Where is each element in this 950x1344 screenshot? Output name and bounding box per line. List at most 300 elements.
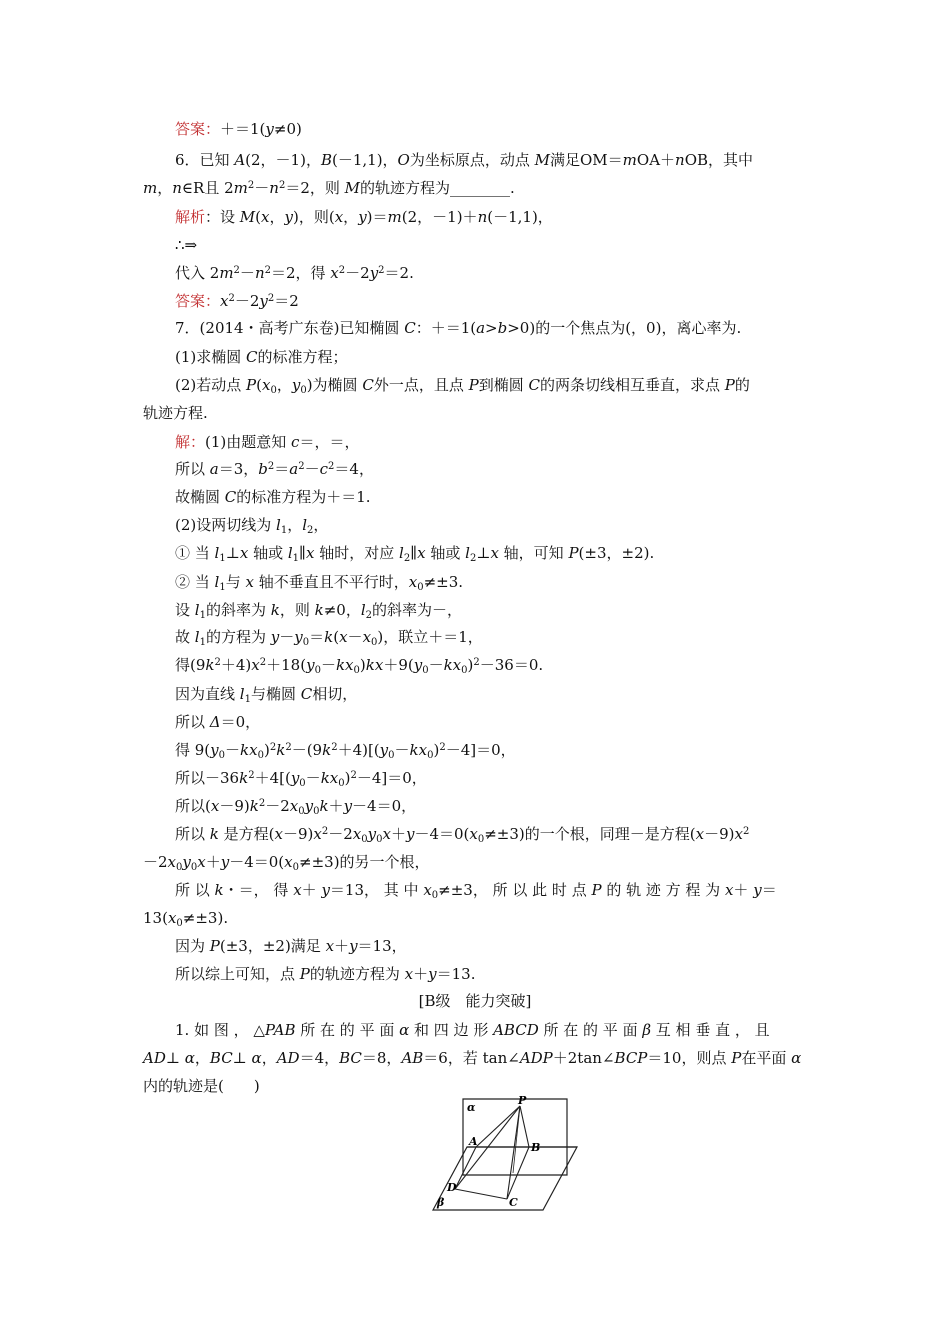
text-segment: )，联立＋＝1，: [377, 628, 483, 646]
text-segment: ≠±3)的另一个根，: [299, 853, 430, 871]
text-segment: α: [184, 1049, 195, 1067]
text-segment: 轴不垂直且不平行时，: [253, 573, 409, 591]
text-line-l03: [143, 178, 515, 198]
text-segment: ＝: [309, 628, 325, 646]
text-segment: 轴或: [248, 544, 288, 562]
text-segment: 是方程(: [218, 825, 275, 843]
text-segment: l: [287, 544, 293, 562]
text-line-l22: [175, 712, 260, 732]
text-segment: x: [724, 881, 734, 899]
text-segment: 0: [477, 834, 485, 845]
text-segment: α: [399, 1021, 410, 1039]
text-segment: 0: [292, 862, 300, 873]
text-line-l18: [175, 600, 462, 620]
text-segment: P: [591, 881, 602, 899]
text-segment: ＋9(: [383, 656, 414, 674]
text-segment: ): [344, 769, 351, 787]
text-segment: y: [270, 628, 280, 646]
text-segment: 外一点，且点: [373, 376, 469, 394]
text-segment: ，: [287, 516, 303, 534]
label-heading: 解：: [175, 433, 206, 451]
text-segment: x: [289, 797, 299, 815]
text-segment: ① 当: [175, 544, 215, 562]
text-segment: x: [245, 573, 254, 591]
text-segment: 0: [371, 637, 378, 648]
text-segment: ≠0，: [323, 601, 361, 619]
text-segment: x: [210, 797, 220, 815]
label-heading: 解析: [175, 208, 206, 226]
text-segment: 为坐标原点，动点: [409, 151, 535, 169]
text-segment: x: [490, 544, 499, 562]
text-segment: ＝4，: [299, 1049, 340, 1067]
text-segment: ＝6，若 tan∠: [423, 1049, 520, 1067]
text-segment: 0: [422, 665, 429, 676]
text-segment: －2: [345, 264, 370, 282]
text-segment: ＝2，得: [270, 264, 331, 282]
text-segment: l: [302, 516, 308, 534]
text-segment: M: [534, 151, 550, 169]
text-segment: 0: [298, 806, 305, 817]
text-line-l13: [175, 459, 374, 479]
text-segment: )为椭圆: [306, 376, 363, 394]
text-line-l30: [175, 936, 407, 956]
text-segment: (1)求椭圆: [175, 348, 247, 366]
text-segment: －: [394, 741, 410, 759]
text-segment: 2: [248, 770, 255, 781]
text-segment: k: [276, 741, 286, 759]
text-segment: ＝，＝，: [299, 433, 360, 451]
text-segment: 2: [439, 742, 446, 753]
text-segment: y: [259, 292, 268, 310]
text-segment: ≠±3).: [182, 909, 229, 927]
text-segment: m: [622, 151, 637, 169]
text-segment: 0: [353, 665, 360, 676]
text-segment: 轨迹方程.: [143, 404, 208, 422]
text-segment: 2: [267, 461, 275, 472]
text-segment: 0: [338, 778, 345, 789]
text-segment: 到椭圆: [478, 376, 529, 394]
text-line-l07: [175, 291, 299, 311]
text-segment: P: [568, 544, 579, 562]
text-segment: C: [362, 376, 374, 394]
text-segment: OB，其中: [684, 151, 754, 169]
text-line-l33: [175, 1020, 770, 1040]
text-line-l10: [175, 375, 750, 395]
text-segment: 2: [298, 461, 305, 472]
text-segment: ⊥: [476, 544, 491, 562]
text-segment: C: [300, 685, 313, 703]
text-segment: x: [261, 376, 271, 394]
text-segment: (2，－1)＋: [401, 208, 478, 226]
text-segment: )＝: [366, 208, 388, 226]
text-segment: 故椭圆: [175, 488, 225, 506]
text-segment: 0: [257, 750, 264, 761]
text-segment: y: [349, 937, 358, 955]
text-segment: l: [465, 544, 470, 562]
text-segment: 所以综上可知，点: [175, 965, 300, 983]
text-segment: 轴，可知: [498, 544, 569, 562]
text-segment: 的斜率为: [205, 601, 271, 619]
text-segment: 6．已知: [175, 151, 235, 169]
edge-ad: [455, 1147, 476, 1189]
text-segment: －: [320, 656, 336, 674]
text-segment: x: [197, 853, 206, 871]
text-segment: ，: [343, 208, 359, 226]
text-segment: 的斜率为－，: [372, 601, 463, 619]
text-line-l28: [175, 880, 777, 900]
text-segment: x: [313, 825, 322, 843]
label-beta: β: [437, 1196, 445, 1209]
text-segment: PAB: [264, 1021, 296, 1039]
text-segment: 内的轨迹是( ): [143, 1077, 260, 1095]
text-segment: α: [251, 1049, 262, 1067]
text-segment: ＋4): [220, 656, 252, 674]
text-segment: －: [305, 769, 321, 787]
text-segment: P: [246, 376, 257, 394]
text-segment: 0: [361, 834, 368, 845]
text-line-l14: [175, 487, 371, 507]
text-segment: x: [352, 825, 362, 843]
text-segment: ≠±3)的一个根，同理－是方程(: [484, 825, 696, 843]
text-segment: ＝13.: [436, 965, 476, 983]
text-segment: ⊥: [165, 1049, 185, 1067]
text-segment: M: [344, 179, 360, 197]
text-segment: 0: [313, 806, 320, 817]
text-segment: 2: [742, 826, 750, 837]
text-segment: 2: [285, 742, 292, 753]
text-segment: m: [143, 179, 158, 197]
text-segment: 0: [314, 665, 321, 676]
text-segment: 0: [300, 385, 307, 396]
text-segment: P: [731, 1049, 742, 1067]
text-segment: kx: [365, 656, 384, 674]
text-segment: 0: [427, 750, 434, 761]
text-segment: 0: [461, 665, 468, 676]
text-segment: ): [467, 656, 474, 674]
text-segment: (: [255, 208, 262, 226]
text-line-l15: [175, 515, 328, 535]
text-segment: ≠0): [273, 120, 302, 138]
text-segment: α: [791, 1049, 802, 1067]
text-segment: ＝2，则: [285, 179, 345, 197]
text-segment: ): [263, 741, 270, 759]
text-segment: l: [194, 628, 200, 646]
text-segment: ，: [276, 376, 292, 394]
text-segment: m: [233, 179, 248, 197]
text-line-l19: [175, 627, 483, 647]
text-segment: P: [209, 937, 220, 955]
text-segment: ＋: [334, 937, 350, 955]
text-segment: n: [477, 208, 488, 226]
text-segment: 1: [199, 637, 206, 648]
text-segment: 0: [302, 637, 310, 648]
text-segment: a: [289, 460, 299, 478]
text-segment: 在平面: [741, 1049, 792, 1067]
text-segment: 代入 2: [175, 264, 220, 282]
text-segment: Δ: [209, 713, 221, 731]
text-segment: BC: [339, 1049, 362, 1067]
text-segment: 因为直线: [175, 685, 240, 703]
text-segment: x: [417, 544, 426, 562]
text-segment: n: [269, 179, 279, 197]
text-segment: ∈R且 2: [181, 179, 234, 197]
text-segment: y: [367, 825, 377, 843]
text-segment: x: [251, 656, 260, 674]
text-segment: －: [304, 460, 320, 478]
label-alpha: α: [467, 1101, 476, 1114]
text-segment: 与: [225, 573, 246, 591]
text-segment: x: [469, 825, 478, 843]
text-segment: x: [404, 965, 414, 983]
text-segment: y: [291, 376, 301, 394]
text-segment: 所以: [175, 713, 210, 731]
text-segment: 因为: [175, 937, 210, 955]
text-segment: 故: [175, 628, 195, 646]
text-segment: ADP: [519, 1049, 553, 1067]
text-segment: y: [290, 769, 300, 787]
text-segment: 的轨迹方程为________.: [359, 179, 515, 197]
text-segment: 所 以: [175, 881, 215, 899]
text-segment: ，: [269, 208, 285, 226]
text-segment: y: [321, 881, 330, 899]
text-segment: A: [234, 151, 246, 169]
text-segment: 2: [307, 525, 314, 536]
text-segment: x: [325, 937, 335, 955]
text-segment: x: [239, 544, 249, 562]
text-segment: ＝: [274, 460, 290, 478]
text-segment: n: [675, 151, 685, 169]
text-segment: OA＋: [636, 151, 676, 169]
text-segment: x: [274, 825, 283, 843]
text-segment: n: [254, 264, 265, 282]
text-segment: 2: [378, 265, 385, 276]
text-segment: y: [294, 628, 303, 646]
text-segment: －2: [265, 797, 290, 815]
text-segment: ∴⇒: [175, 236, 198, 254]
text-segment: 1. 如 图 ， △: [175, 1021, 265, 1039]
text-segment: x: [339, 628, 348, 646]
text-segment: ＝13， 其 中: [329, 881, 424, 899]
text-segment: >0)的一个焦点为(，0)，离心率为.: [507, 319, 742, 337]
text-segment: 2: [269, 742, 277, 753]
text-segment: y: [343, 797, 353, 815]
text-line-l12: [175, 432, 359, 452]
text-segment: (±3，±2)满足: [219, 937, 326, 955]
text-segment: －9): [219, 797, 250, 815]
text-segment: k: [319, 797, 329, 815]
text-segment: 2: [328, 461, 335, 472]
text-segment: kx: [240, 741, 258, 759]
edge-pb: [520, 1106, 529, 1147]
text-segment: －(9: [291, 741, 323, 759]
text-segment: x: [261, 208, 270, 226]
text-segment: kx: [320, 769, 339, 787]
text-segment: 的轨迹方程为: [309, 965, 405, 983]
text-segment: ∥: [410, 544, 418, 562]
text-segment: －2: [328, 825, 353, 843]
text-segment: 2: [264, 265, 271, 276]
text-segment: x: [382, 825, 391, 843]
text-segment: 2: [403, 553, 411, 564]
text-line-l25: [175, 796, 416, 816]
text-line-l26: [175, 824, 749, 844]
text-segment: k: [322, 741, 332, 759]
text-segment: k: [205, 656, 215, 674]
text-segment: AD: [276, 1049, 300, 1067]
text-segment: ，: [194, 1049, 210, 1067]
text-segment: P: [299, 965, 310, 983]
text-segment: －: [347, 628, 363, 646]
text-segment: －9): [704, 825, 735, 843]
text-segment: C: [224, 488, 237, 506]
text-segment: a: [476, 319, 486, 337]
text-segment: (－1,1)，: [487, 208, 553, 226]
text-line-l17: [175, 572, 463, 592]
text-segment: ＝4，: [334, 460, 374, 478]
text-line-l35: [143, 1076, 260, 1096]
text-segment: 1: [244, 694, 251, 705]
text-line-l09: [175, 347, 348, 367]
text-line-l21: [175, 684, 357, 704]
label-a: A: [469, 1135, 478, 1148]
text-segment: 2: [350, 770, 357, 781]
text-segment: ∥: [299, 544, 306, 562]
text-line-l34: [143, 1048, 801, 1068]
text-segment: P: [724, 376, 735, 394]
text-segment: 0: [270, 385, 277, 396]
plane-beta: [433, 1147, 577, 1210]
text-segment: 所以－36: [175, 769, 240, 787]
text-segment: 0: [299, 778, 306, 789]
text-segment: 所 在 的 平 面: [295, 1021, 400, 1039]
text-segment: 7．(2014・高考广东卷)已知椭圆: [175, 319, 405, 337]
text-segment: 1: [219, 582, 226, 593]
text-line-l27: [143, 852, 430, 872]
text-segment: c: [319, 460, 329, 478]
text-segment: 1: [199, 610, 206, 621]
text-segment: 0: [218, 750, 226, 761]
text-line-l05: [175, 235, 197, 255]
text-segment: 2: [278, 180, 286, 191]
text-segment: 的 轨 迹 方 程 为: [601, 881, 725, 899]
text-segment: ＋2tan∠: [552, 1049, 615, 1067]
text-segment: 得 9(: [175, 741, 211, 759]
text-segment: 的两条切线相互垂直，求点: [539, 376, 725, 394]
text-segment: 2: [214, 657, 221, 668]
text-segment: ・＝， 得: [223, 881, 294, 899]
text-segment: 和 四 边 形: [409, 1021, 494, 1039]
text-segment: －: [254, 179, 270, 197]
text-segment: (±3，±2).: [578, 544, 655, 562]
text-segment: ，: [313, 516, 329, 534]
text-segment: ＝2.: [384, 264, 414, 282]
text-segment: k: [239, 769, 249, 787]
text-segment: －: [279, 628, 295, 646]
edge-pc-inner: [513, 1106, 520, 1173]
text-segment: ＝8，: [361, 1049, 402, 1067]
text-segment: ＋: [328, 797, 344, 815]
text-segment: 2: [331, 742, 338, 753]
text-line-l16: [175, 543, 654, 563]
text-segment: n: [172, 179, 182, 197]
text-segment: 2: [233, 265, 240, 276]
text-segment: a: [209, 460, 219, 478]
text-segment: 1: [280, 525, 288, 536]
geometry-figure: [425, 1093, 585, 1215]
text-segment: ＝3，: [218, 460, 259, 478]
text-segment: －: [225, 741, 241, 759]
text-segment: x: [167, 853, 177, 871]
text-line-l06: [175, 263, 414, 283]
text-segment: －2: [234, 292, 260, 310]
text-segment: y: [210, 741, 219, 759]
text-segment: 2: [469, 553, 477, 564]
text-segment: ，则: [279, 601, 315, 619]
label-c: C: [509, 1196, 518, 1209]
text-segment: ：＋＝1(: [415, 319, 477, 337]
text-segment: －: [428, 656, 444, 674]
text-segment: y: [306, 656, 315, 674]
text-segment: kx: [409, 741, 428, 759]
text-segment: x: [305, 544, 315, 562]
text-segment: b: [497, 319, 508, 337]
text-segment: ＋4)[(: [337, 741, 380, 759]
text-segment: AB: [401, 1049, 424, 1067]
text-line-l02: [175, 150, 753, 170]
text-segment: k: [214, 881, 224, 899]
text-segment: ＋＝1(: [220, 120, 266, 138]
text-segment: l: [194, 601, 200, 619]
text-segment: C: [246, 348, 258, 366]
text-segment: M: [239, 208, 256, 226]
text-segment: x: [695, 825, 705, 843]
text-segment: k: [209, 825, 219, 843]
text-segment: x: [330, 264, 339, 282]
text-segment: k: [324, 628, 334, 646]
text-segment: 2: [228, 293, 235, 304]
text-segment: 13(: [143, 909, 168, 927]
text-segment: C: [404, 319, 416, 337]
text-segment: 设: [175, 601, 195, 619]
text-line-l31: [175, 964, 475, 984]
text-segment: y: [405, 825, 415, 843]
text-segment: ＝13，: [357, 937, 407, 955]
text-segment: 与椭圆: [250, 685, 301, 703]
text-segment: 的标准方程为＋＝1.: [236, 488, 371, 506]
text-segment: l: [214, 573, 220, 591]
text-segment: ABCD: [493, 1021, 539, 1039]
text-line-l24: [175, 768, 427, 788]
text-segment: x: [293, 881, 302, 899]
text-segment: l: [239, 685, 245, 703]
text-segment: 0: [376, 834, 383, 845]
text-segment: 的标准方程；: [257, 348, 348, 366]
text-segment: y: [284, 208, 293, 226]
text-segment: 2: [247, 180, 255, 191]
text-segment: y: [753, 881, 762, 899]
text-segment: 轴或: [425, 544, 466, 562]
text-segment: (2)若动点: [175, 376, 247, 394]
text-segment: C: [528, 376, 540, 394]
text-segment: kx: [443, 656, 462, 674]
text-segment: 互 相 垂 直 ， 且: [651, 1021, 770, 1039]
text-segment: y: [304, 797, 314, 815]
text-segment: ≠±3.: [423, 573, 464, 591]
text-segment: ): [359, 656, 366, 674]
text-segment: b: [258, 460, 268, 478]
text-segment: ): [433, 741, 440, 759]
text-segment: ＋: [413, 965, 429, 983]
